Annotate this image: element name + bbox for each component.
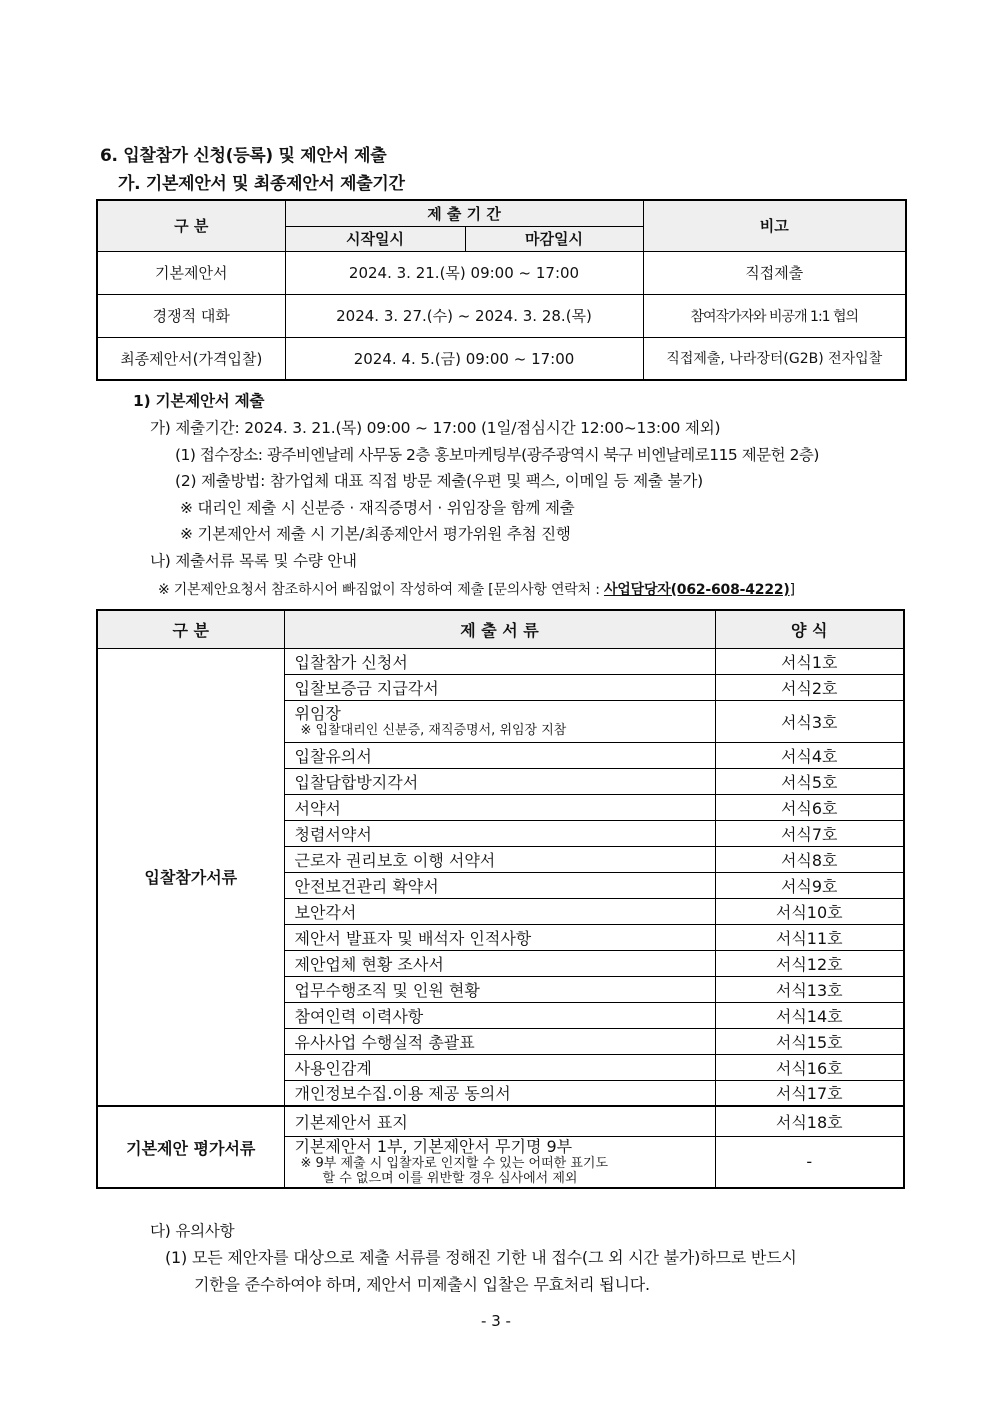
doc-name: 제안서 발표자 및 배석자 인적사항 xyxy=(284,924,715,950)
row-note: 참여작가자와 비공개 1:1 협의 xyxy=(643,294,906,337)
group-bid-docs: 입찰참가서류 xyxy=(97,648,284,1106)
reference-line xyxy=(158,579,795,599)
doc-name: 안전보건관리 확약서 xyxy=(284,872,715,898)
doc-name: 입찰참가 신청서 xyxy=(284,648,715,674)
row-category: 기본제안서 xyxy=(97,251,285,294)
doc-name: 참여인력 이력사항 xyxy=(284,1002,715,1028)
basic-submission-title: 1) 기본제안서 제출 xyxy=(133,392,265,410)
doc-form: 서식7호 xyxy=(715,820,904,846)
row-period: 2024. 4. 5.(금) 09:00 ~ 17:00 xyxy=(285,337,643,380)
doc-form: 서식2호 xyxy=(715,674,904,700)
doc-name: 서약서 xyxy=(284,794,715,820)
header-end: 마감일시 xyxy=(465,226,643,251)
doc-form: - xyxy=(715,1136,904,1188)
submission-period-line: 가) 제출기간: 2024. 3. 21.(목) 09:00 ~ 17:00 (1일/점심시간 12:00~13:00 제외) xyxy=(150,419,721,437)
doc-name: 유사사업 수행실적 총괄표 xyxy=(284,1028,715,1054)
doc-form: 서식11호 xyxy=(715,924,904,950)
docs-header-category: 구 분 xyxy=(97,610,284,648)
doc-name: 위임장 xyxy=(294,703,341,723)
doc-name: 개인정보수집.이용 제공 동의서 xyxy=(284,1080,715,1106)
doc-name: 제안업체 현황 조사서 xyxy=(284,950,715,976)
header-category: 구 분 xyxy=(97,200,285,251)
section-title: 6. 입찰참가 신청(등록) 및 제안서 제출 xyxy=(100,146,387,166)
doc-name: 입찰담합방지각서 xyxy=(284,768,715,794)
doc-name: 청렴서약서 xyxy=(284,820,715,846)
caution-line-2: 기한을 준수하여야 하며, 제안서 미제출시 입찰은 무효처리 됩니다. xyxy=(194,1275,650,1294)
doc-form: 서식10호 xyxy=(715,898,904,924)
doc-form: 서식3호 xyxy=(715,700,904,742)
doc-form: 서식13호 xyxy=(715,976,904,1002)
doc-form: 서식15호 xyxy=(715,1028,904,1054)
doc-name-with-note xyxy=(284,1136,715,1188)
proxy-note: ※ 대리인 제출 시 신분증 · 재직증명서 · 위임장을 함께 제출 xyxy=(180,499,575,517)
row-category: 경쟁적 대화 xyxy=(97,294,285,337)
header-start: 시작일시 xyxy=(285,226,465,251)
doc-form: 서식1호 xyxy=(715,648,904,674)
doc-note: 할 수 없으며 이를 위반할 경우 심사에서 제외 xyxy=(322,1170,578,1186)
header-period: 제 출 기 간 xyxy=(285,200,643,226)
contact-info: 사업담당자(062-608-4222) xyxy=(603,582,790,598)
doc-form: 서식9호 xyxy=(715,872,904,898)
doc-form: 서식8호 xyxy=(715,846,904,872)
submission-method-line: (2) 제출방법: 참가업체 대표 직접 방문 제출(우편 및 팩스, 이메일 등 제출 불가) xyxy=(175,472,703,490)
doc-name: 입찰유의서 xyxy=(284,742,715,768)
doc-form: 서식6호 xyxy=(715,794,904,820)
doc-name: 업무수행조직 및 인원 현황 xyxy=(284,976,715,1002)
subsection-title: 가. 기본제안서 및 최종제안서 제출기간 xyxy=(118,174,405,194)
docs-header-docs: 제 출 서 류 xyxy=(284,610,715,648)
reference-close: ] xyxy=(789,582,795,598)
doc-name: 기본제안서 1부, 기본제안서 무기명 9부 xyxy=(294,1136,573,1156)
doc-form: 서식17호 xyxy=(715,1080,904,1106)
doc-form: 서식16호 xyxy=(715,1054,904,1080)
docs-line: 나) 제출서류 목록 및 수량 안내 xyxy=(150,552,357,570)
doc-note: ※ 9부 제출 시 입찰자로 인지할 수 있는 어떠한 표기도 xyxy=(300,1155,609,1171)
doc-form: 서식14호 xyxy=(715,1002,904,1028)
evaluator-note: ※ 기본제안서 제출 시 기본/최종제안서 평가위원 추첨 진행 xyxy=(180,525,571,543)
doc-note: ※ 입찰대리인 신분증, 재직증명서, 위임장 지참 xyxy=(300,722,567,738)
docs-header-form: 양 식 xyxy=(715,610,904,648)
row-category: 최종제안서(가격입찰) xyxy=(97,337,285,380)
header-note: 비고 xyxy=(643,200,906,251)
caution-line-1: (1) 모든 제안자를 대상으로 제출 서류를 정해진 기한 내 접수(그 외 시간 불가)하므로 반드시 xyxy=(165,1248,797,1267)
doc-form: 서식5호 xyxy=(715,768,904,794)
row-period: 2024. 3. 21.(목) 09:00 ~ 17:00 xyxy=(285,251,643,294)
caution-title: 다) 유의사항 xyxy=(150,1222,235,1240)
doc-form: 서식4호 xyxy=(715,742,904,768)
row-note: 직접제출, 나라장터(G2B) 전자입찰 xyxy=(643,337,906,380)
page-number: - 3 - xyxy=(481,1312,511,1330)
submission-period-table xyxy=(96,199,907,381)
row-period: 2024. 3. 27.(수) ~ 2024. 3. 28.(목) xyxy=(285,294,643,337)
submission-docs-table xyxy=(96,609,905,1189)
reference-text: ※ 기본제안요청서 참조하시어 빠짐없이 작성하여 제출 [문의사항 연락처 : xyxy=(158,582,604,598)
submission-place-line: (1) 접수장소: 광주비엔날레 사무동 2층 홍보마케팅부(광주광역시 북구 비엔날레로115 제문헌 2층) xyxy=(175,446,819,464)
doc-name: 기본제안서 표지 xyxy=(284,1106,715,1136)
doc-name: 근로자 권리보호 이행 서약서 xyxy=(284,846,715,872)
doc-name: 입찰보증금 지급각서 xyxy=(284,674,715,700)
row-note: 직접제출 xyxy=(643,251,906,294)
doc-name-with-note xyxy=(284,700,715,742)
doc-name: 사용인감계 xyxy=(284,1054,715,1080)
doc-name: 보안각서 xyxy=(284,898,715,924)
group-eval-docs: 기본제안 평가서류 xyxy=(97,1106,284,1188)
doc-form: 서식18호 xyxy=(715,1106,904,1136)
doc-form: 서식12호 xyxy=(715,950,904,976)
